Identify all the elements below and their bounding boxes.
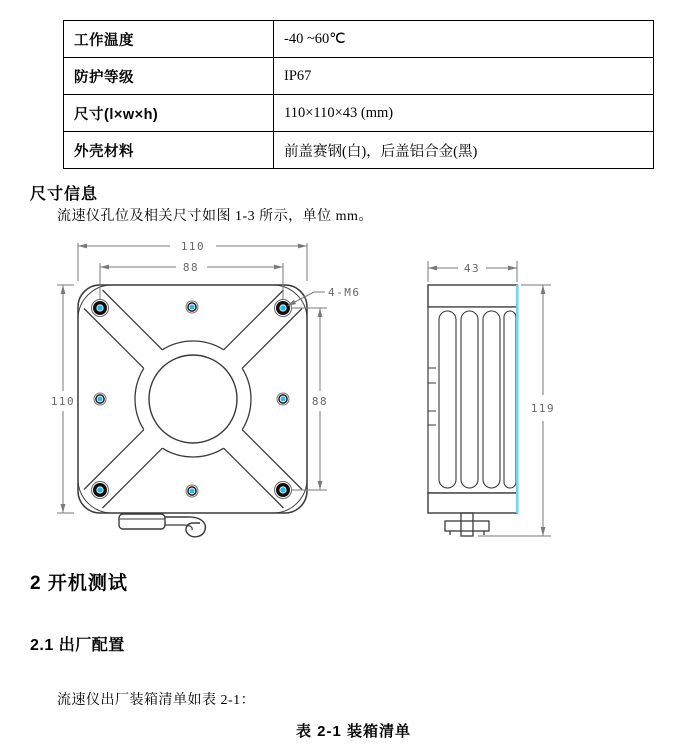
- side-view-drawing: [428, 261, 555, 536]
- spec-label-protection: 防护等级: [64, 58, 274, 95]
- dim-label-depth: 43: [463, 262, 481, 275]
- side-connector: [445, 513, 489, 536]
- dim-label-hole-spacing-vertical: 88: [311, 395, 329, 408]
- spec-value-temperature: -40 ~60℃: [274, 21, 654, 58]
- factory-config-paragraph: 流速仪出厂装箱清单如表 2-1：: [57, 693, 256, 708]
- table-row: [64, 21, 654, 58]
- table-row: [64, 58, 654, 95]
- spec-label-size: 尺寸(l×w×h): [64, 95, 274, 132]
- packing-list-table-caption: 表 2-1 装箱清单: [295, 723, 411, 740]
- front-connector: [119, 514, 205, 537]
- dimension-drawing: [30, 235, 660, 555]
- table-row: [64, 132, 654, 169]
- spec-label-material: 外壳材料: [64, 132, 274, 169]
- dim-label-overall-width: 110: [180, 240, 206, 253]
- spec-label-temperature: 工作温度: [64, 21, 274, 58]
- section-heading-factory-config: 2.1 出厂配置: [30, 637, 125, 654]
- front-view-drawing: [51, 240, 361, 537]
- spec-value-material: 前盖赛钢(白)，后盖铝合金(黑): [274, 132, 654, 169]
- dim-label-side-height: 119: [530, 402, 556, 415]
- spec-value-size: 110×110×43 (mm): [274, 95, 654, 132]
- dim-label-overall-height: 110: [50, 395, 76, 408]
- center-boss-circle: [149, 355, 237, 443]
- spec-table: [63, 20, 654, 169]
- dim-label-thread-spec: 4-M6: [328, 286, 361, 299]
- section-heading-dimension-info: 尺寸信息: [30, 186, 99, 203]
- table-row: [64, 95, 654, 132]
- spec-value-protection: IP67: [274, 58, 654, 95]
- dimension-info-paragraph: 流速仪孔位及相关尺寸如图 1-3 所示，单位 mm。: [57, 209, 373, 224]
- chapter-heading-power-on-test: 2 开机测试: [30, 573, 128, 594]
- dim-label-hole-spacing-horizontal: 88: [182, 261, 200, 274]
